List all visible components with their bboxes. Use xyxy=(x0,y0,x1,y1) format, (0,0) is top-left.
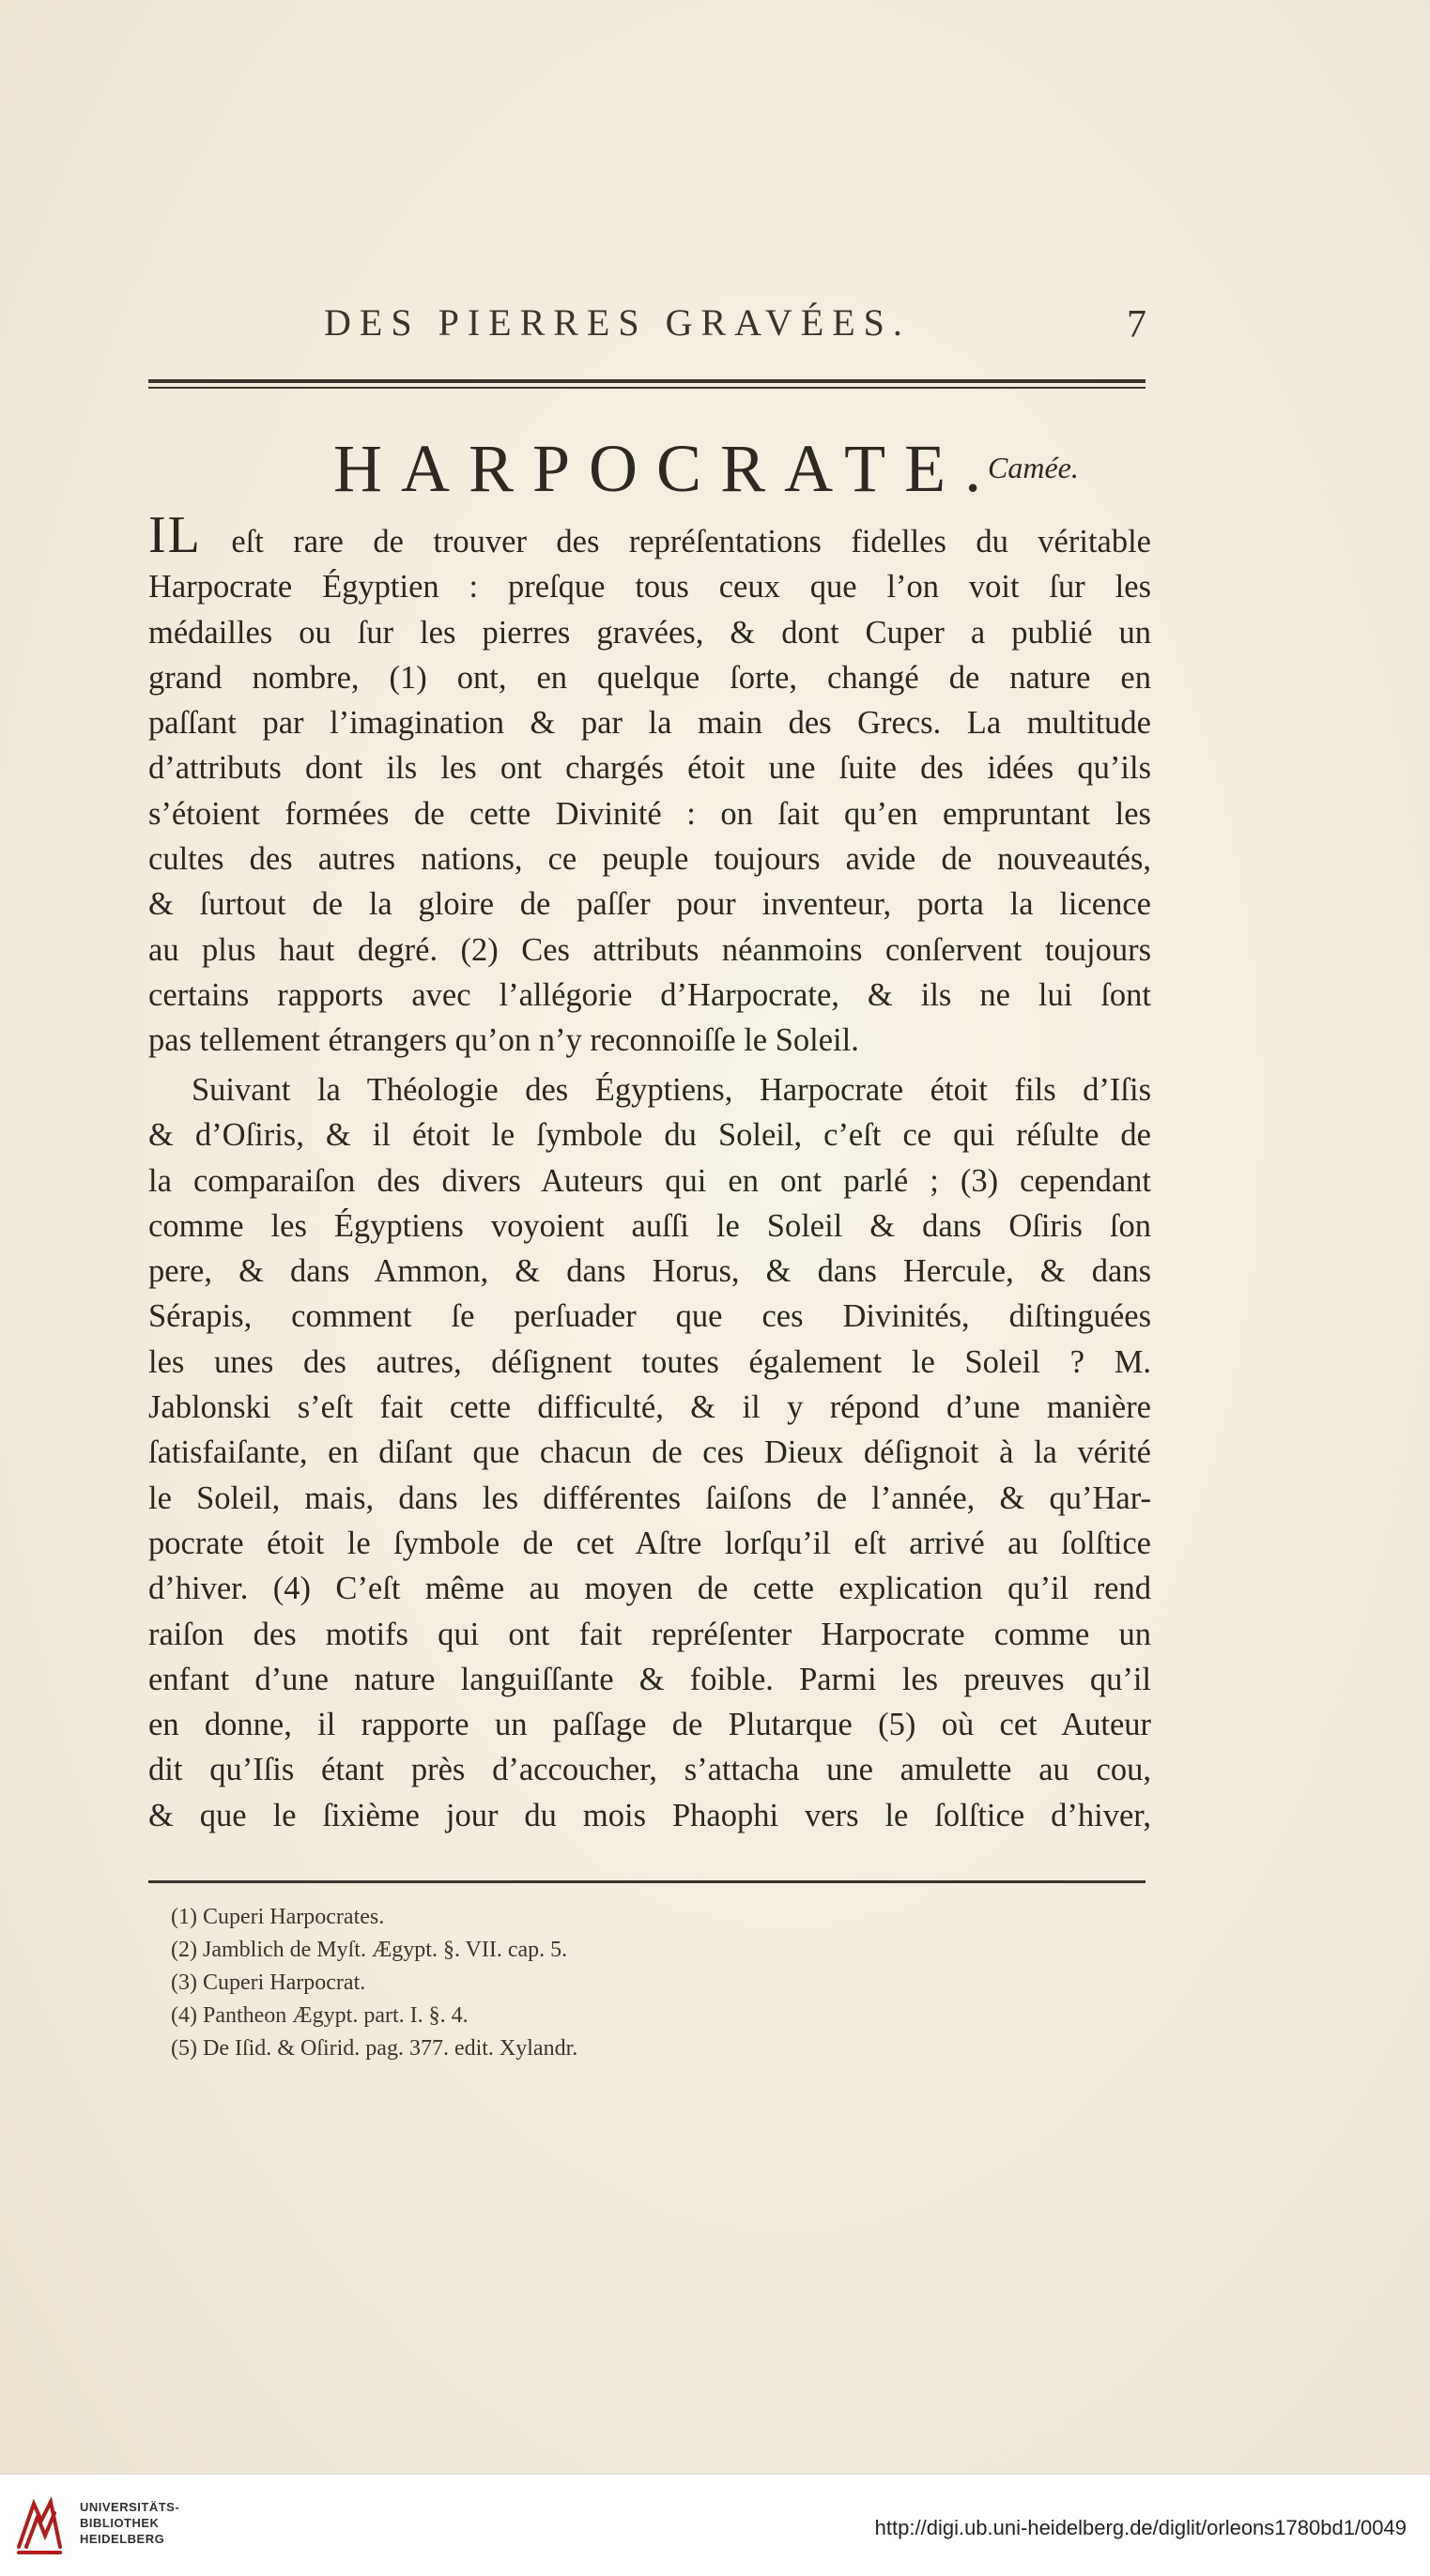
footnote: (3) Cuperi Harpocrat. xyxy=(171,1970,366,1995)
drop-cap: IL xyxy=(148,506,202,564)
footnote: (2) Jamblich de Myſt. Ægypt. §. VII. cap. 5. xyxy=(171,1938,568,1962)
text-line: médailles ou ſur les pierres gravées, & dont Cuper a publié un xyxy=(148,614,1151,651)
text-line: IL eſt rare de trouver des repréſentations fidelles du véritable xyxy=(148,506,1151,564)
text-line: & que le ſixième jour du mois Phaophi vers le ſolſtice d’hiver, xyxy=(148,1797,1151,1833)
text-line: cultes des autres nations, ce peuple toujours avide de nouveautés, xyxy=(148,841,1151,878)
running-title: DES PIERRES GRAVÉES. xyxy=(324,301,911,344)
footnote: (5) De Iſid. & Oſirid. pag. 377. edit. Xylandr. xyxy=(171,2036,578,2061)
text-line: Sérapis, comment ſe perſuader que ces Divinités, diſtinguées xyxy=(148,1298,1151,1335)
text-line: & ſurtout de la gloire de paſſer pour inventeur, porta la licence xyxy=(148,886,1151,923)
paragraph-2 xyxy=(148,1067,1151,1838)
text-line: s’étoient formées de cette Divinité : on ſait qu’en empruntant les xyxy=(148,795,1151,832)
section-title: HARPOCRATE. xyxy=(333,431,1001,506)
section-subtitle: Camée. xyxy=(988,451,1079,484)
text-line: paſſant par l’imagination & par la main des Grecs. La multitude xyxy=(148,705,1151,742)
text-line: raiſon des motifs qui ont fait repréſenter Harpocrate comme un xyxy=(148,1616,1151,1652)
text-line: comme les Égyptiens voyoient auſſi le Soleil & dans Oſiris ſon xyxy=(148,1207,1151,1244)
footnote: (4) Pantheon Ægypt. part. I. §. 4. xyxy=(171,2003,469,2028)
library-name: UNIVERSITÄTS- BIBLIOTHEK HEIDELBERG xyxy=(80,2500,180,2546)
text-line: au plus haut degré. (2) Ces attributs néanmoins conſervent toujours xyxy=(148,931,1151,968)
text-line: pere, & dans Ammon, & dans Horus, & dans Hercule, & dans xyxy=(148,1253,1151,1290)
text-line: enfant d’une nature languiſſante & foible. Parmi les preuves qu’il xyxy=(148,1661,1151,1697)
footnote-rule xyxy=(148,1880,1146,1883)
text-line: d’attributs dont ils les ont chargés étoit une ſuite des idées qu’ils xyxy=(148,750,1151,787)
text-line: en donne, il rapporte un paſſage de Plutarque (5) où cet Auteur xyxy=(148,1707,1151,1743)
text-line: pas tellement étrangers qu’on n’y reconnoiſſe le Soleil. xyxy=(148,1022,859,1059)
text-line: Harpocrate Égyptien : preſque tous ceux que l’on voit ſur les xyxy=(148,569,1151,606)
text-line: le Soleil, mais, dans les différentes ſaiſons de l’année, & qu’Har- xyxy=(148,1480,1151,1516)
header-rule-thin xyxy=(148,387,1146,389)
text-line: d’hiver. (4) C’eſt même au moyen de cette explication qu’il rend xyxy=(148,1571,1151,1607)
page-number: 7 xyxy=(1127,303,1146,346)
text-line: Jablonski s’eſt fait cette difficulté, & il y répond d’une manière xyxy=(148,1389,1151,1426)
text-line: pocrate étoit le ſymbole de cet Aſtre lorſqu’il eſt arrivé au ſolſtice xyxy=(148,1525,1151,1561)
source-url-link[interactable]: http://digi.ub.uni-heidelberg.de/diglit/orleons1780bd1/0049 xyxy=(874,2516,1407,2539)
footnote: (1) Cuperi Harpocrates. xyxy=(171,1905,385,1929)
text-line: dit qu’Iſis étant près d’accoucher, s’attacha une amulette au cou, xyxy=(148,1752,1151,1788)
paragraph-1 xyxy=(148,506,1151,1064)
text-line: certains rapports avec l’allégorie d’Harpocrate, & ils ne lui ſont xyxy=(148,976,1151,1013)
library-logo-icon xyxy=(13,2492,66,2558)
text-line: grand nombre, (1) ont, en quelque ſorte, changé de nature en xyxy=(148,659,1151,696)
text-line: ſatisfaiſante, en diſant que chacun de ces Dieux déſignoit à la vérité xyxy=(148,1434,1151,1471)
footnotes xyxy=(171,1901,828,2065)
header-rule-thick xyxy=(148,379,1146,383)
text-line: Suivant la Théologie des Égyptiens, Harpocrate étoit fils d’Iſis xyxy=(192,1072,1151,1108)
text-line: les unes des autres, déſignent toutes également le Soleil ? M. xyxy=(148,1343,1151,1380)
text-line: la comparaiſon des divers Auteurs qui en ont parlé ; (3) cependant xyxy=(148,1162,1151,1199)
text-line: & d’Oſiris, & il étoit le ſymbole du Soleil, c’eſt ce qui réſulte de xyxy=(148,1117,1151,1154)
